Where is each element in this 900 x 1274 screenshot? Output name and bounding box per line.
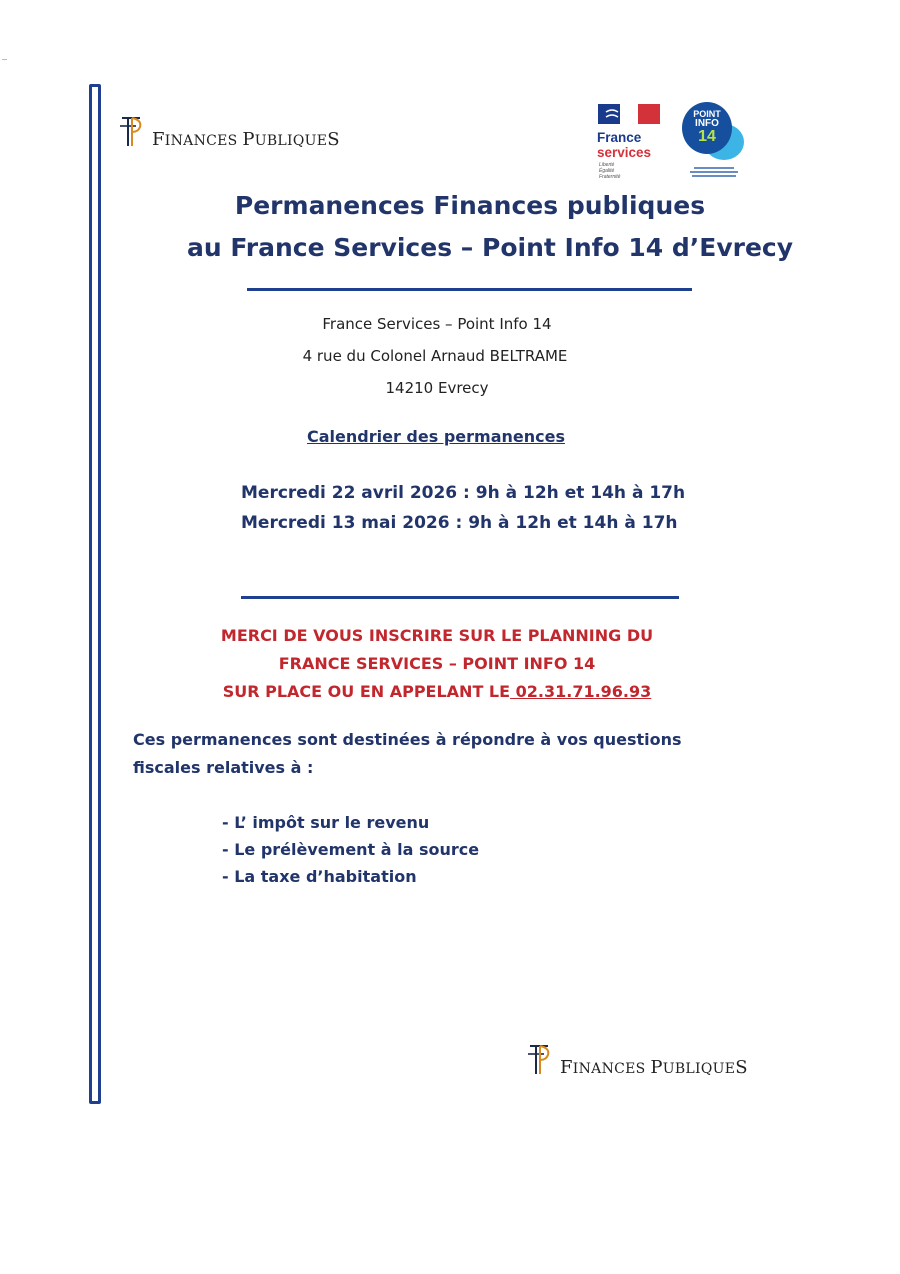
point-info-text: POINT INFO 14 bbox=[693, 109, 721, 145]
divider-top bbox=[247, 288, 692, 291]
scan-mark bbox=[2, 59, 7, 60]
divider-middle bbox=[241, 596, 679, 599]
france-services-name: France services bbox=[597, 130, 652, 160]
permanence-date-2: Mercredi 13 mai 2026 : 9h à 12h et 14h à 17h bbox=[241, 513, 678, 533]
address-line-3: 14210 Evrecy bbox=[385, 379, 489, 397]
france-services-logo bbox=[594, 102, 666, 182]
address-line-1: France Services – Point Info 14 bbox=[322, 315, 552, 333]
registration-notice-prefix: SUR PLACE OU EN APPELANT LE bbox=[222, 682, 511, 701]
finances-publiques-mark-icon bbox=[526, 1040, 552, 1078]
registration-notice-line-2: FRANCE SERVICES – POINT INFO 14 bbox=[278, 654, 596, 673]
finances-publiques-mark-icon bbox=[118, 112, 144, 150]
phone-number: 02.31.71.96.93 bbox=[510, 682, 652, 701]
finances-publiques-logo-footer bbox=[526, 1040, 748, 1078]
topic-item: - L’ impôt sur le revenu bbox=[222, 813, 430, 832]
page-title-line-2: au France Services – Point Info 14 d’Evrecy bbox=[186, 233, 794, 262]
finances-publiques-logo bbox=[118, 112, 340, 150]
finances-publiques-wordmark-footer: FINANCES PUBLIQUES bbox=[560, 1057, 748, 1078]
finances-publiques-wordmark: FINANCES PUBLIQUES bbox=[152, 129, 340, 150]
republic-motto: Liberté Égalité Fraternité bbox=[599, 162, 621, 180]
point-info-caption-lines bbox=[680, 164, 748, 177]
intro-line-2: fiscales relatives à : bbox=[133, 758, 314, 777]
marianne-flag-icon bbox=[598, 102, 660, 126]
topic-item: - Le prélèvement à la source bbox=[222, 840, 480, 859]
registration-notice-line-3 bbox=[137, 682, 737, 701]
intro-line-1: Ces permanences sont destinées à répondre à vos questions bbox=[133, 730, 682, 749]
page-title-line-1: Permanences Finances publiques bbox=[234, 191, 706, 220]
permanence-date-1: Mercredi 22 avril 2026 : 9h à 12h et 14h à 17h bbox=[241, 483, 686, 503]
registration-notice-line-1: MERCI DE VOUS INSCRIRE SUR LE PLANNING DU bbox=[220, 626, 654, 645]
address-line-2: 4 rue du Colonel Arnaud BELTRAME bbox=[302, 347, 568, 365]
topic-item: - La taxe d’habitation bbox=[222, 867, 417, 886]
calendar-heading: Calendrier des permanences bbox=[307, 427, 565, 446]
point-info-14-logo bbox=[680, 100, 750, 180]
